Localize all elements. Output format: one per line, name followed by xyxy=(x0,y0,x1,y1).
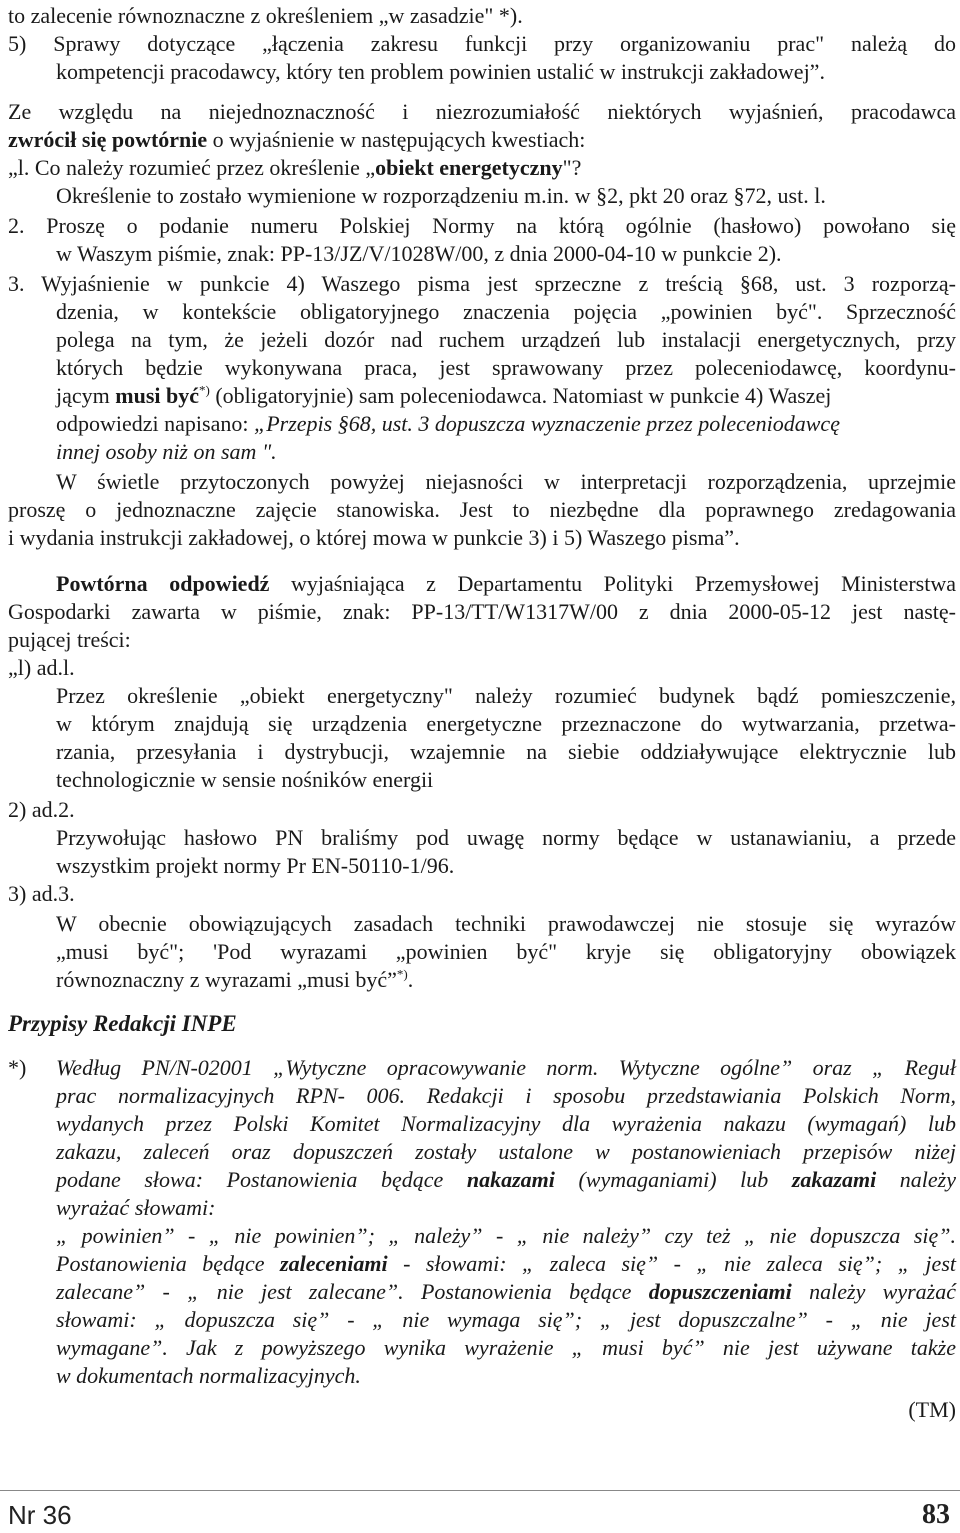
text-line: pującej treści: xyxy=(8,627,131,652)
text-line: W obecnie obowiązujących zasadach techniki prawodawczej nie stosuje się wyrazów xyxy=(56,911,956,936)
text-line xyxy=(56,1278,956,1306)
text-line: Ze względu na niejednoznaczność i niezrozumiałość niektórych wyjaśnień, pracodawca xyxy=(8,99,956,124)
footnote-mark: *) xyxy=(8,1055,27,1080)
bold-phrase: dopuszczeniami xyxy=(648,1279,792,1304)
text-span: należy xyxy=(876,1167,957,1192)
bold-phrase: musi być xyxy=(115,383,200,408)
bold-phrase: zaleceniami xyxy=(280,1251,388,1276)
text-span: o wyjaśnienie w następujących kwestiach: xyxy=(207,127,586,152)
bold-phrase: nakazami xyxy=(466,1167,555,1192)
text-line xyxy=(56,382,956,410)
text-line xyxy=(56,410,956,438)
text-span: jącym xyxy=(56,383,116,408)
footnote-marker xyxy=(8,1054,26,1082)
text-line: i wydania instrukcji zakładowej, o której mowa w punkcie 3) i 5) Waszego pisma”. xyxy=(8,525,740,550)
text-span: odpowiedzi napisano: xyxy=(56,411,254,436)
text-line: Przez określenie „obiekt energetyczny" należy rozumieć budynek bądź pomieszczenie, xyxy=(56,683,956,708)
text-line: „l) ad.l. xyxy=(8,655,75,680)
text-line: w dokumentach normalizacyjnych. xyxy=(56,1363,361,1388)
text-line: 5) Sprawy dotyczące „łączenia zakresu funkcji przy organizowaniu prac" należą do xyxy=(8,31,956,56)
text-line: 2. Proszę o podanie numeru Polskiej Normy na którą ogólnie (hasłowo) powołano się xyxy=(8,213,956,238)
footer-divider xyxy=(0,1490,960,1491)
text-line: 2) ad.2. xyxy=(8,797,75,822)
text-line: 3) ad.3. xyxy=(8,881,75,906)
text-line: słowami: „ dopuszcza się” - „ nie wymaga się”; „ jest dopuszczalne” - „ nie jest xyxy=(56,1307,956,1332)
text-line: innej osoby niż on sam ". xyxy=(56,439,277,464)
text-line: polega na tym, że jeżeli dozór nad ruchem urządzeń lub instalacji energetycznych, przy xyxy=(56,327,956,352)
page-number: 83 xyxy=(922,1499,950,1530)
text-span: - słowami: „ zaleca się” - „ nie zaleca się”; „ jest xyxy=(387,1251,956,1276)
text-line: Według PN/N-02001 „Wytyczne opracowywanie norm. Wytyczne ogólne” oraz „ Reguł xyxy=(56,1055,956,1080)
text-span: wyjaśniająca z Departamentu Polityki Przemysłowej Ministerstwa xyxy=(269,571,957,596)
author-initials: (TM) xyxy=(908,1397,956,1422)
text-span: (obligatoryjnie) sam poleceniodawca. Natomiast w punkcie 4) Waszej xyxy=(209,383,832,408)
text-line: Przywołując hasłowo PN braliśmy pod uwagę normy będące w ustanawianiu, a przede xyxy=(56,825,956,850)
text-line: których będzie wykonywana praca, jest sprawowany przez poleceniodawcę, koordynu- xyxy=(56,355,956,380)
text-line: rzania, przesyłania i dystrybucji, wzajemnie na siebie oddziaływujące elektrycznie lub xyxy=(56,739,956,764)
text-line xyxy=(56,1250,956,1278)
text-span: należy wyrażać xyxy=(791,1279,957,1304)
text-span: Postanowienia będące xyxy=(56,1251,281,1276)
text-span: „l. Co należy rozumieć przez określenie „ xyxy=(8,155,376,180)
bold-phrase: zwrócił się powtórnie xyxy=(8,127,208,152)
text-line xyxy=(8,154,956,182)
text-line xyxy=(56,570,956,598)
text-line: wyrażać słowami: xyxy=(56,1195,216,1220)
footnote-mark: *) xyxy=(396,966,408,982)
text-line: prac normalizacyjnych RPN- 006. Redakcji i sposobu przedstawiania Polskich Norm, xyxy=(56,1083,956,1108)
footnotes-heading: Przypisy Redakcji INPE xyxy=(8,1011,237,1036)
text-span: (wymaganiami) lub xyxy=(554,1167,792,1192)
bold-phrase: zakazami xyxy=(791,1167,877,1192)
text-line xyxy=(8,126,956,154)
text-line: technologicznie w sensie nośników energii xyxy=(56,767,434,792)
text-line: proszę o jednoznaczne zajęcie stanowiska. Jest to niezbędne dla poprawnego zredagowania xyxy=(8,497,956,522)
text-line: „ powinien” - „ nie powinien”; „ należy” - „ nie należy” czy też „ nie dopuszcza się”. xyxy=(56,1223,956,1248)
text-line: to zalecenie równoznaczne z określeniem „w zasadzie" *). xyxy=(8,3,523,28)
bold-phrase: obiekt energetyczny xyxy=(375,155,563,180)
text-line: wymagane”. Jak z powyższego wynika wyrażenie „ musi być” nie jest używane także xyxy=(56,1335,956,1360)
text-line: kompetencji pracodawcy, który ten problem powinien ustalić w instrukcji zakładowej”. xyxy=(56,59,825,84)
italic-phrase: „Przepis §68, ust. 3 dopuszcza wyznaczenie przez poleceniodawcę xyxy=(253,411,840,436)
text-span: "? xyxy=(562,155,582,180)
text-line: w którym znajdują się urządzenia energetyczne przeznaczone do wytwarzania, przetwa- xyxy=(56,711,956,736)
text-span: równoznaczny z wyrazami „musi być” xyxy=(56,967,397,992)
text-line: dzenia, w kontekście obligatoryjnego znaczenia pojęcia „powinien być". Sprzeczność xyxy=(56,299,956,324)
text-line: wydanych przez Polski Komitet Normalizacyjny dla wyrażenia nakazu (wymagań) lub xyxy=(56,1111,956,1136)
text-line xyxy=(56,1166,956,1194)
text-line xyxy=(56,966,956,994)
text-span: zalecane” - „ nie jest zalecane”. Postanowienia będące xyxy=(56,1279,649,1304)
bold-phrase: Powtórna odpowiedź xyxy=(56,571,270,596)
text-span: . xyxy=(407,967,414,992)
text-line: W świetle przytoczonych powyżej niejasności w interpretacji rozporządzenia, uprzejmie xyxy=(56,469,956,494)
text-line: zakazu, zaleceń oraz dopuszczeń zostały ustalone w postanowieniach przepisów niżej xyxy=(56,1139,956,1164)
text-line: w Waszym piśmie, znak: PP-13/JZ/V/1028W/00, z dnia 2000-04-10 w punkcie 2). xyxy=(56,241,782,266)
text-line: 3. Wyjaśnienie w punkcie 4) Waszego pisma jest sprzeczne z treścią §68, ust. 3 rozporzą- xyxy=(8,271,956,296)
text-line: Gospodarki zawarta w piśmie, znak: PP-13/TT/W1317W/00 z dnia 2000-05-12 jest nastę- xyxy=(8,599,956,624)
issue-number: Nr 36 xyxy=(8,1500,72,1530)
text-line: Określenie to zostało wymienione w rozporządzeniu m.in. w §2, pkt 20 oraz §72, ust. l. xyxy=(56,183,826,208)
footnote-mark: *) xyxy=(199,382,210,398)
text-line: wszystkim projekt normy Pr EN-50110-1/96. xyxy=(56,853,455,878)
text-line: „musi być"; 'Pod wyrazami „powinien być" kryje się obligatoryjny obowiązek xyxy=(56,939,956,964)
text-span: podane słowa: Postanowienia będące xyxy=(56,1167,467,1192)
